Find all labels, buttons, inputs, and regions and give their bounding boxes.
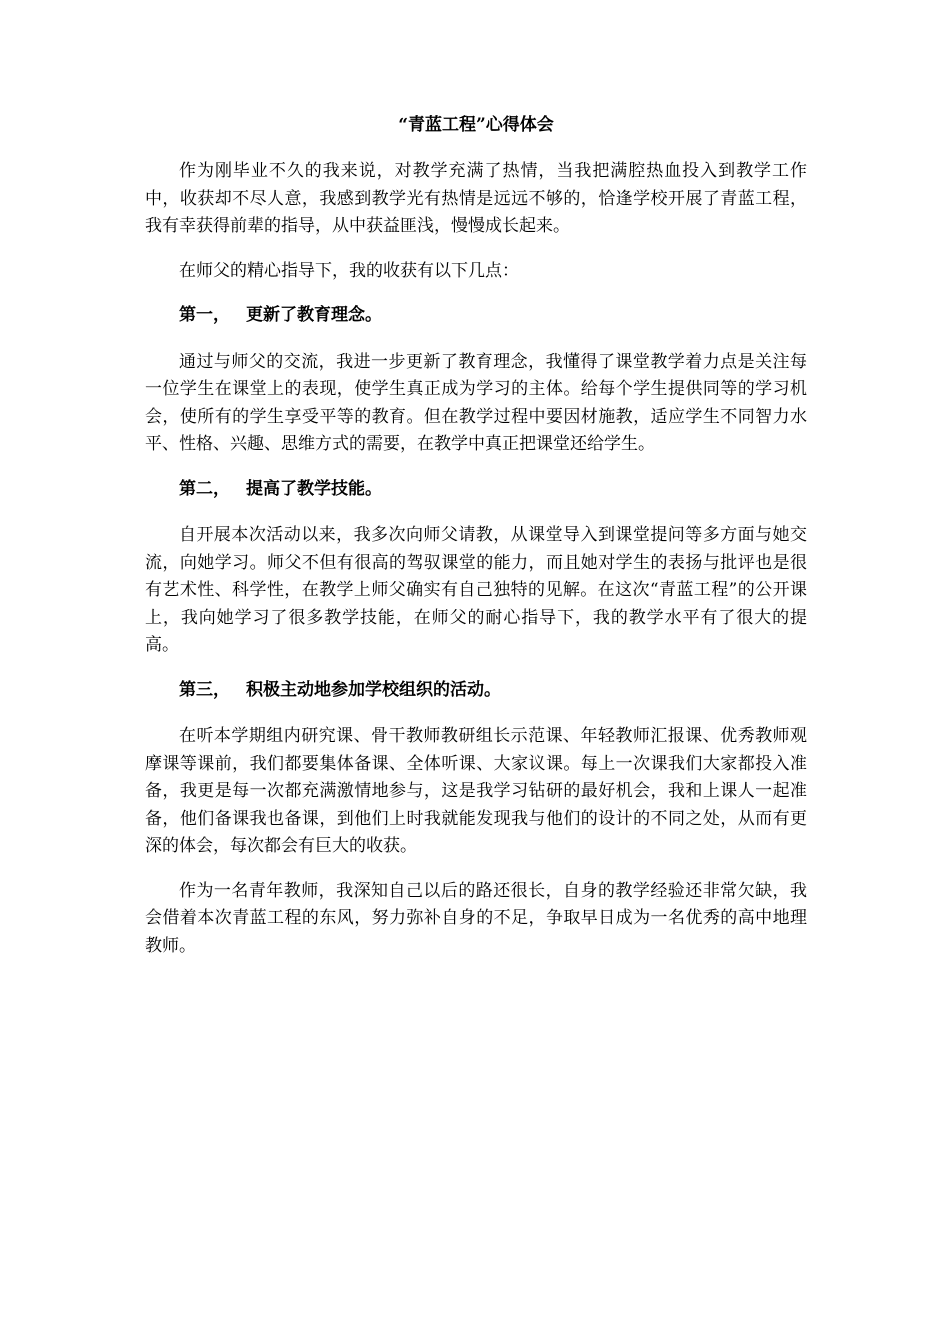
document-title: “青蓝工程”心得体会: [398, 115, 554, 135]
section-heading-2: [145, 476, 807, 504]
section-body-2: 自开展本次活动以来，我多次向师父请教，从课堂导入到课堂提问等多方面与她交流，向她学习。师父不但有很高的驾驭课堂的能力，而且她对学生的表扬与批评也是很有艺术性、科学性，在教学上师父确实有自己独特的见解。在这次“青蓝工程”的公开课上，我向她学习了很多教学技能，在师父的耐心指导下，我的教学水平有了很大的提高。: [145, 525, 807, 655]
section-title: 积极主动地参加学校组织的活动。: [246, 679, 501, 700]
section-body-1: 通过与师父的交流，我进一步更新了教育理念，我懂得了课堂教学着力点是关注每一位学生在课堂上的表现，使学生真正成为学习的主体。给每个学生提供同等的学习机会，使所有的学生享受平等的教育。但在教学过程中要因材施教，适应学生不同智力水平、性格、兴趣、思维方式的需要，在教学中真正把课堂还给学生。: [145, 351, 807, 454]
section-body-3: 在听本学期组内研究课、骨干教师教研组长示范课、年轻教师汇报课、优秀教师观摩课等课前，我们都要集体备课、全体听课、大家议课。每上一次课我们大家都投入准备，我更是每一次都充满激情地参与，这是我学习钻研的最好机会，我和上课人一起准备，他们备课我也备课，到他们上时我就能发现我与他们的设计的不同之处，从而有更深的体会，每次都会有巨大的收获。: [145, 726, 807, 856]
section-number: 第二，: [179, 478, 230, 499]
section-number: 第三，: [179, 679, 230, 700]
closing-paragraph: 作为一名青年教师，我深知自己以后的路还很长，自身的教学经验还非常欠缺，我会借着本次青蓝工程的东风，努力弥补自身的不足，争取早日成为一名优秀的高中地理教师。: [145, 880, 807, 956]
lead-paragraph: 在师父的精心指导下，我的收获有以下几点：: [179, 260, 519, 281]
document-page: [145, 112, 807, 977]
intro-paragraph: 作为刚毕业不久的我来说，对教学充满了热情，当我把满腔热血投入到教学工作中，收获却不尽人意，我感到教学光有热情是远远不够的，恰逢学校开展了青蓝工程，我有幸获得前辈的指导，从中获益匪浅，慢慢成长起来。: [145, 161, 807, 236]
section-heading-1: [145, 302, 807, 330]
section-heading-3: [145, 677, 807, 705]
section-number: 第一，: [179, 305, 230, 325]
section-title: 提高了教学技能。: [246, 478, 382, 499]
section-title: 更新了教育理念。: [246, 305, 382, 325]
